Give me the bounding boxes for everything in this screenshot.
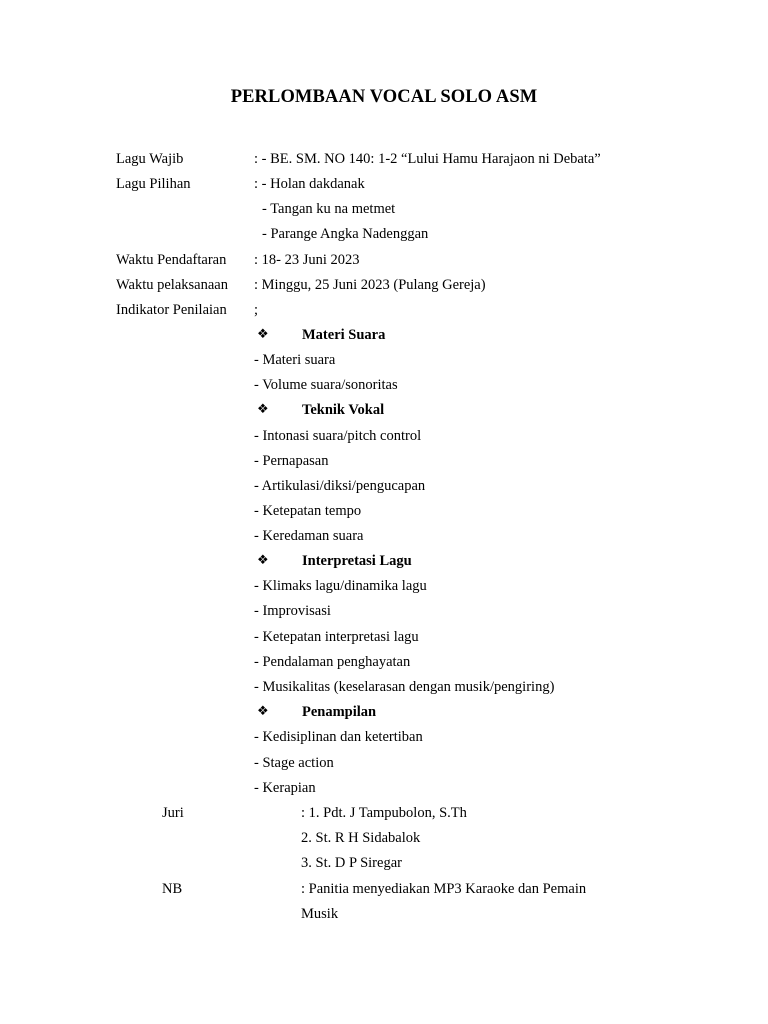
nb-label: NB [162,881,183,897]
lagu-pilihan-item: - Tangan ku na metmet [262,201,396,217]
list-item: - Ketepatan tempo [254,503,362,519]
nb-text: Musik [301,906,339,922]
lagu-pilihan-item: : - Holan dakdanak [254,176,365,192]
section-heading: Teknik Vokal [302,402,385,418]
list-item: - Kerapian [254,780,316,796]
list-item: - Klimaks lagu/dinamika lagu [254,578,427,594]
list-item: - Pendalaman penghayatan [254,654,411,670]
list-item: - Stage action [254,755,334,771]
list-item: - Artikulasi/diksi/pengucapan [254,478,426,494]
lagu-wajib-value: : - BE. SM. NO 140: 1-2 “Lului Hamu Harajaon ni Debata” [254,151,601,167]
list-item: - Kedisiplinan dan ketertiban [254,729,423,745]
section-heading: Interpretasi Lagu [302,553,412,569]
diamond-bullet-icon: ❖ [257,553,269,568]
juri-item: 3. St. D P Siregar [301,855,402,871]
diamond-bullet-icon: ❖ [257,704,269,719]
list-item: - Volume suara/sonoritas [254,377,398,393]
list-item: - Pernapasan [254,453,329,469]
indikator-value: ; [254,302,259,318]
lagu-wajib-label: Lagu Wajib [116,151,184,167]
waktu-pendaftaran-label: Waktu Pendaftaran [116,252,227,268]
section-heading: Materi Suara [302,327,386,343]
waktu-pelaksanaan-label: Waktu pelaksanaan [116,277,228,293]
list-item: - Musikalitas (keselarasan dengan musik/pengiring) [254,679,555,695]
list-item: - Keredaman suara [254,528,364,544]
list-item: - Materi suara [254,352,336,368]
list-item: - Improvisasi [254,603,331,619]
juri-label: Juri [162,805,184,821]
nb-text: : Panitia menyediakan MP3 Karaoke dan Pemain [301,881,587,897]
waktu-pelaksanaan-value: : Minggu, 25 Juni 2023 (Pulang Gereja) [254,277,486,293]
lagu-pilihan-label: Lagu Pilihan [116,176,191,192]
diamond-bullet-icon: ❖ [257,327,269,342]
diamond-bullet-icon: ❖ [257,402,269,417]
juri-item: 2. St. R H Sidabalok [301,830,421,846]
page-title: PERLOMBAAN VOCAL SOLO ASM [230,87,538,107]
lagu-pilihan-item: - Parange Angka Nadenggan [262,226,429,242]
section-heading: Penampilan [302,704,377,720]
list-item: - Ketepatan interpretasi lagu [254,629,419,645]
waktu-pendaftaran-value: : 18- 23 Juni 2023 [254,252,360,268]
juri-item: : 1. Pdt. J Tampubolon, S.Th [301,805,467,821]
list-item: - Intonasi suara/pitch control [254,428,422,444]
indikator-label: Indikator Penilaian [116,302,227,318]
